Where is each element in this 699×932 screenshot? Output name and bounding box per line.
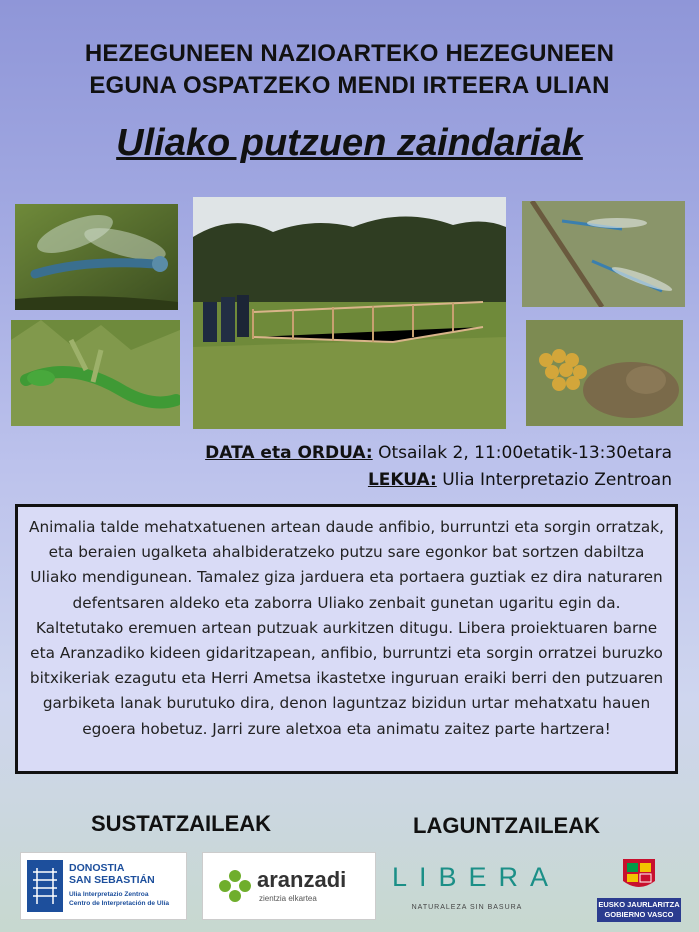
- donostia-sub-2: Centro de Interpretación de Ulía: [69, 900, 170, 907]
- sponsors-heading: SUSTATZAILEAK: [91, 811, 272, 836]
- aranzadi-sub: zientzia elkartea: [259, 894, 317, 903]
- place-value: Ulia Interpretazio Zentroan: [436, 470, 672, 490]
- gobierno-vasco-logo: [597, 853, 681, 923]
- title-line-1: HEZEGUNEEN NAZIOARTEKO HEZEGUNEEN: [84, 40, 615, 67]
- libera-sub: NATURALEZA SIN BASURA: [411, 904, 523, 911]
- donostia-sub-1: Ulia Interpretazio Zentroa: [69, 891, 149, 898]
- dragonfly-photo: [15, 204, 178, 310]
- description-text: Animalia talde mehatxatuenen artean daude anfibio, burruntzi eta sorgin orratzak, eta beraien ugalketa ahalbideratzeko putzu sare egonkor bat sortzen dabiltza Uliako mendigunean. Tamalez giza jarduera eta portaera guztiak ez dira naturaren defentsaren aldeko eta zaborra Uliako zenbait gunetan ugaritu egin da. Kaltetutako eremuen artean putzuak aurkitzen ditugu. Libera proiektuaren barne eta Aranzadiko kideen gidaritzapean, anfibio, burruntzi eta sorgin orratzei buruzko bitxikeriak ezagutu eta Herri Ametsa ikastetxe inguruan eraiki berri den putzuaren garbiketa lanak burutuko dira, denon laguntzaz bizidun urtar mehatxatu hauen egoera hobetuz. Jarri zure aletxoa eta animatu zaitez parte hartzera!: [28, 518, 665, 738]
- date-label: DATA eta ORDUA:: [205, 443, 373, 463]
- damselfly-photo: [522, 201, 685, 307]
- toad-with-eggs-photo: [526, 320, 683, 426]
- aranzadi-logo: [202, 852, 376, 920]
- donostia-logo: [20, 852, 187, 920]
- lizard-photo: [11, 320, 180, 426]
- gv-line-1: EUSKO JAURLARITZA: [598, 900, 680, 909]
- libera-logo: [392, 860, 561, 920]
- aranzadi-leaf-icon: [217, 868, 253, 904]
- aranzadi-name: aranzadi: [257, 867, 347, 892]
- title-line-2: EGUNA OSPATZEKO MENDI IRTEERA ULIAN: [89, 72, 610, 99]
- pond-fence-photo: [193, 197, 506, 429]
- donostia-name-1: DONOSTIA: [69, 862, 125, 874]
- donostia-crest-icon: [25, 858, 65, 914]
- poster-title: [0, 38, 699, 102]
- date-time-line: [205, 443, 672, 463]
- libera-name: LIBERA: [392, 862, 561, 892]
- donostia-name-2: SAN SEBASTIÁN: [69, 874, 155, 886]
- poster-subtitle: Uliako putzuen zaindariak: [116, 122, 583, 164]
- place-line: [368, 470, 672, 490]
- date-value: Otsailak 2, 11:00etatik-13:30etara: [372, 443, 672, 463]
- basque-coat-of-arms-icon: [619, 855, 659, 895]
- collaborators-heading: LAGUNTZAILEAK: [413, 813, 600, 838]
- place-label: LEKUA:: [367, 470, 437, 490]
- gv-line-2: GOBIERNO VASCO: [604, 910, 674, 919]
- description-box: [15, 504, 678, 774]
